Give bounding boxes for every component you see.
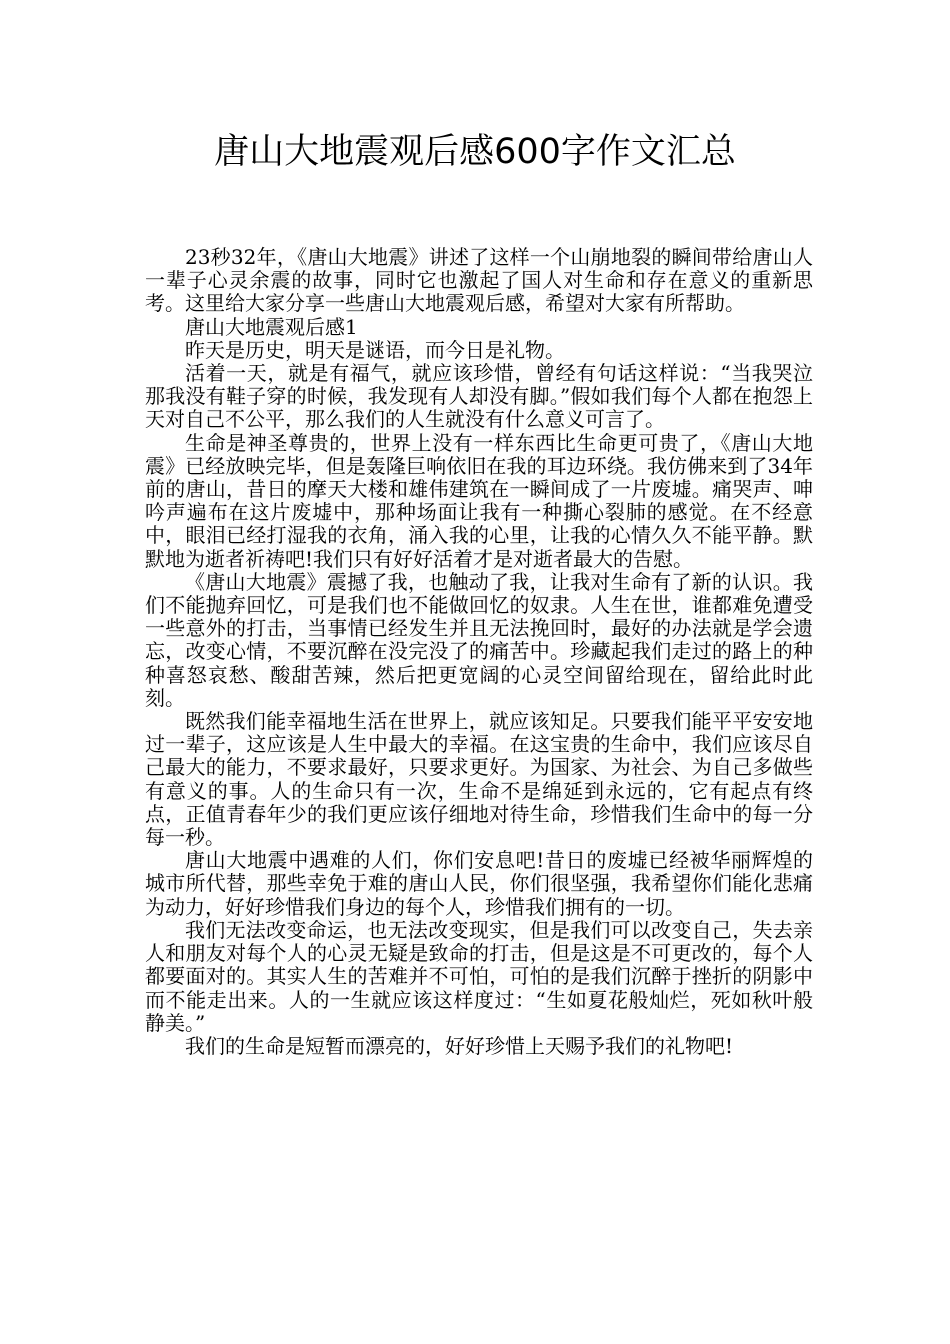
paragraph: 我们的生命是短暂而漂亮的，好好珍惜上天赐予我们的礼物吧! [185,1033,734,1058]
document-title: 唐山大地震观后感600字作文汇总 [214,132,736,172]
paragraph: 我们无法改变命运，也无法改变现实，但是我们可以改变自己，失去亲人和朋友对每个人的心灵无疑是致命的打击，但是这是不可更改的，每个人都要面对的。其实人生的苦难并不可怕，可怕的是我们沉醉于挫折的阴影中而不能走出来。人的一生就应该这样度过：“生如夏花般灿烂，死如秋叶般静美。” [145,917,813,1035]
paragraph: 生命是神圣尊贵的，世界上没有一样东西比生命更可贵了，《唐山大地震》已经放映完毕，但是轰隆巨响依旧在我的耳边环绕。我仿佛来到了34年前的唐山，昔日的摩天大楼和雄伟建筑在一瞬间成了一片废墟。痛哭声、呻吟声遍布在这片废墟中，那种场面让我有一种撕心裂肺的感觉。在不经意中，眼泪已经打湿我的衣角，涌入我的心里，让我的心情久久不能平静。默默地为逝者祈祷吧!我们只有好好活着才是对逝者最大的告慰。 [145,430,813,571]
section-heading: 唐山大地震观后感1 [185,314,358,339]
paragraph-intro: 23秒32年，《唐山大地震》讲述了这样一个山崩地裂的瞬间带给唐山人一辈子心灵余震的故事，同时它也激起了国人对生命和存在意义的重新思考。这里给大家分享一些唐山大地震观后感，希望对大家有所帮助。 [145,245,813,316]
paragraph: 昨天是历史，明天是谜语，而今日是礼物。 [185,337,565,362]
document-body [145,246,813,1058]
paragraph: 唐山大地震中遇难的人们，你们安息吧!昔日的废墟已经被华丽辉煌的城市所代替，那些幸免于难的唐山人民，你们很坚强，我希望你们能化悲痛为动力，好好珍惜我们身边的每个人，珍惜我们拥有的一切。 [145,848,813,919]
paragraph: 既然我们能幸福地生活在世界上，就应该知足。只要我们能平平安安地过一辈子，这应该是人生中最大的幸福。在这宝贵的生命中，我们应该尽自己最大的能力，不要求最好，只要求更好。为国家、为社会、为自己多做些有意义的事。人的生命只有一次，生命不是绵延到永远的，它有起点有终点，正值青春年少的我们更应该仔细地对待生命，珍惜我们生命中的每一分每一秒。 [145,709,813,850]
paragraph: 活着一天，就是有福气，就应该珍惜，曾经有句话这样说：“当我哭泣那我没有鞋子穿的时候，我发现有人却没有脚。”假如我们每个人都在抱怨上天对自己不公平，那么我们的人生就没有什么意义可言了。 [145,361,813,432]
paragraph: 《唐山大地震》震撼了我，也触动了我，让我对生命有了新的认识。我们不能抛弃回忆，可是我们也不能做回忆的奴隶。人生在世，谁都难免遭受一些意外的打击，当事情已经发生并且无法挽回时，最好的办法就是学会遗忘，改变心情，不要沉醉在没完没了的痛苦中。珍藏起我们走过的路上的种种喜怒哀愁、酸甜苦辣，然后把更宽阔的心灵空间留给现在，留给此时此刻。 [145,569,813,710]
